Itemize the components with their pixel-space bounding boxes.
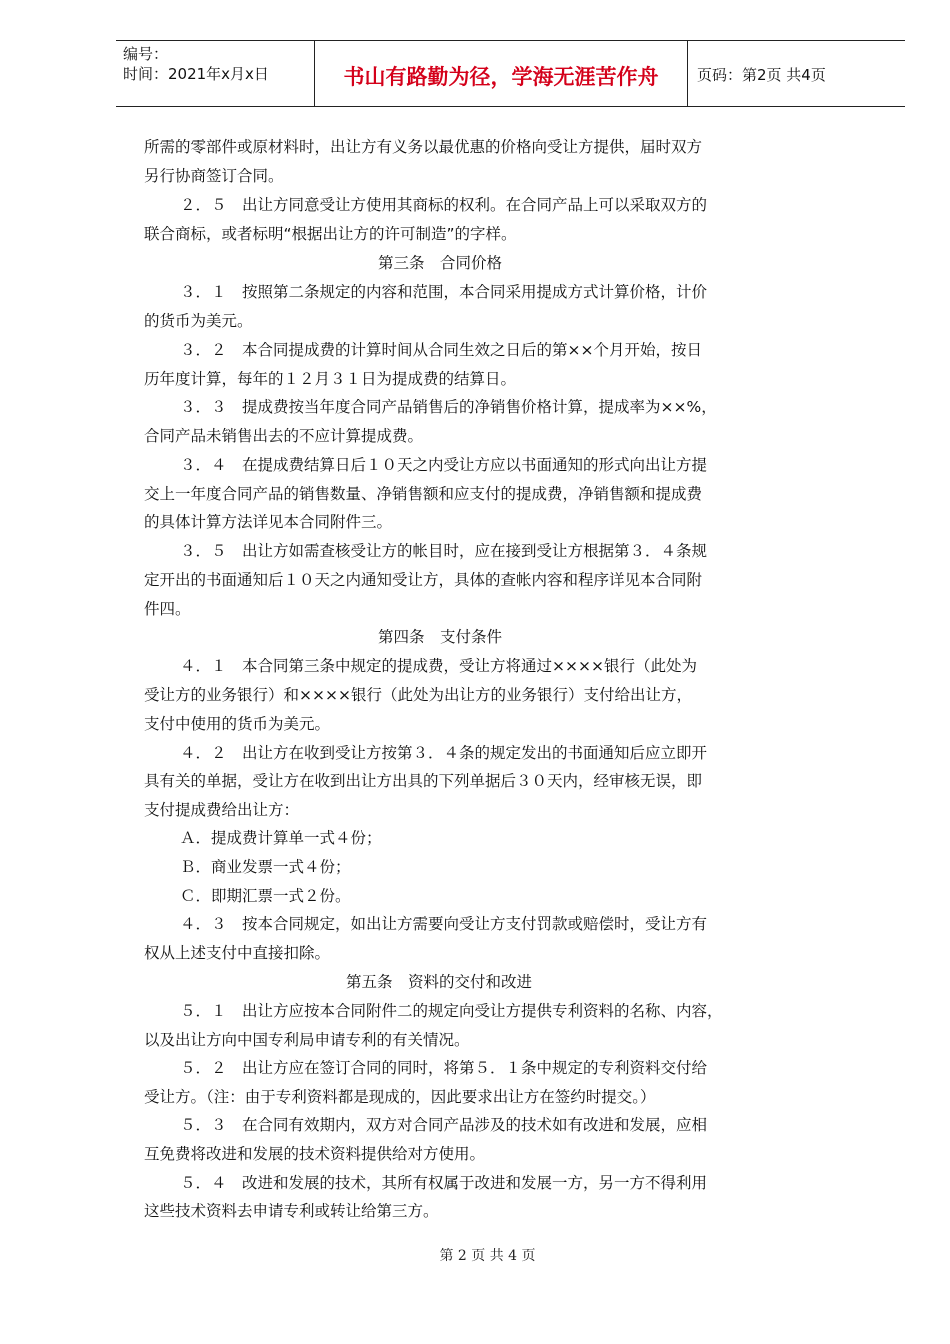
body-line: 互免费将改进和发展的技术资料提供给对方使用。 [144,1145,486,1163]
body-line: ５．４ 改进和发展的技术，其所有权属于改进和发展一方，另一方不得利用 [180,1174,708,1192]
motto-text: 书山有路勤为径，学海无涯苦作舟 [343,64,659,89]
body-line: 具有关的单据，受让方在收到出让方出具的下列单据后３０天内，经审核无误，即 [144,772,703,790]
body-line: 的货币为美元。 [144,312,253,330]
header-meta [116,41,314,106]
body-line: 定开出的书面通知后１０天之内通知受让方，具体的查帐内容和程序详见本合同附 [144,571,703,589]
body-line: ３．４ 在提成费结算日后１０天之内受让方应以书面通知的形式向出让方提 [180,456,708,474]
body-line: ４．３ 按本合同规定，如出让方需要向受让方支付罚款或赔偿时，受让方有 [180,915,708,933]
body-line: ４．１ 本合同第三条中规定的提成费，受让方将通过××××银行（此处为 [180,657,697,675]
page-header [116,40,905,107]
body-line: 交上一年度合同产品的销售数量、净销售额和应支付的提成费，净销售额和提成费 [144,485,703,503]
body-line: 受让方的业务银行）和××××银行（此处为出让方的业务银行）支付给出让方， [144,686,692,704]
header-page-cell [688,41,905,106]
body-line: ４．２ 出让方在收到受让方按第３．４条的规定发出的书面通知后应立即开 [180,744,708,762]
article-heading: 第四条 支付条件 [378,628,503,646]
body-line: 支付中使用的货币为美元。 [144,715,331,733]
body-line: 历年度计算，每年的１２月３１日为提成费的结算日。 [144,370,517,388]
body-line: 联合商标，或者标明“根据出让方的许可制造”的字样。 [144,225,517,243]
body-line: ２．５ 出让方同意受让方使用其商标的权利。在合同产品上可以采取双方的 [180,196,708,214]
body-line: 这些技术资料去申请专利或转让给第三方。 [144,1202,439,1220]
body-line: ５．２ 出让方应在签订合同的同时，将第５．１条中规定的专利资料交付给 [180,1059,708,1077]
body-line: 受让方。（注：由于专利资料都是现成的，因此要求出让方在签约时提交。） [144,1088,656,1106]
body-line: ５．１ 出让方应按本合同附件二的规定向受让方提供专利资料的名称、内容， [180,1002,723,1020]
list-item: Ｂ．商业发票一式４份； [180,858,351,876]
body-line: ３．５ 出让方如需查核受让方的帐目时，应在接到受让方根据第３．４条规 [180,542,708,560]
body-line: 权从上述支付中直接扣除。 [144,944,331,962]
page-footer: 第 2 页 共 4 页 [439,1248,536,1264]
list-item: Ｃ．即期汇票一式２份。 [180,887,351,905]
body-line: 所需的零部件或原材料时，出让方有义务以最优惠的价格向受让方提供，届时双方 [144,138,703,156]
body-line: ５．３ 在合同有效期内，双方对合同产品涉及的技术如有改进和发展，应相 [180,1116,708,1134]
body-line: ３．１ 按照第二条规定的内容和范围，本合同采用提成方式计算价格，计价 [180,283,708,301]
header-motto-cell [314,41,688,106]
body-line: ３．２ 本合同提成费的计算时间从合同生效之日后的第××个月开始，按日 [180,341,702,359]
serial-label: 编号： [123,45,169,63]
body-line: 合同产品未销售出去的不应计算提成费。 [144,427,424,445]
body-line: 另行协商签订合同。 [144,167,284,185]
body-line: 件四。 [144,600,191,618]
time-label: 时间：2021年x月x日 [123,65,269,83]
body-line: ３．３ 提成费按当年度合同产品销售后的净销售价格计算，提成率为××%， [180,398,717,416]
article-heading: 第三条 合同价格 [378,254,503,272]
list-item: Ａ．提成费计算单一式４份； [180,829,382,847]
page-number-label: 页码：第2页 共4页 [697,66,826,84]
body-line: 支付提成费给出让方： [144,801,300,819]
article-heading: 第五条 资料的交付和改进 [346,973,533,991]
body-line: 的具体计算方法详见本合同附件三。 [144,513,393,531]
body-line: 以及出让方向中国专利局申请专利的有关情况。 [144,1031,470,1049]
